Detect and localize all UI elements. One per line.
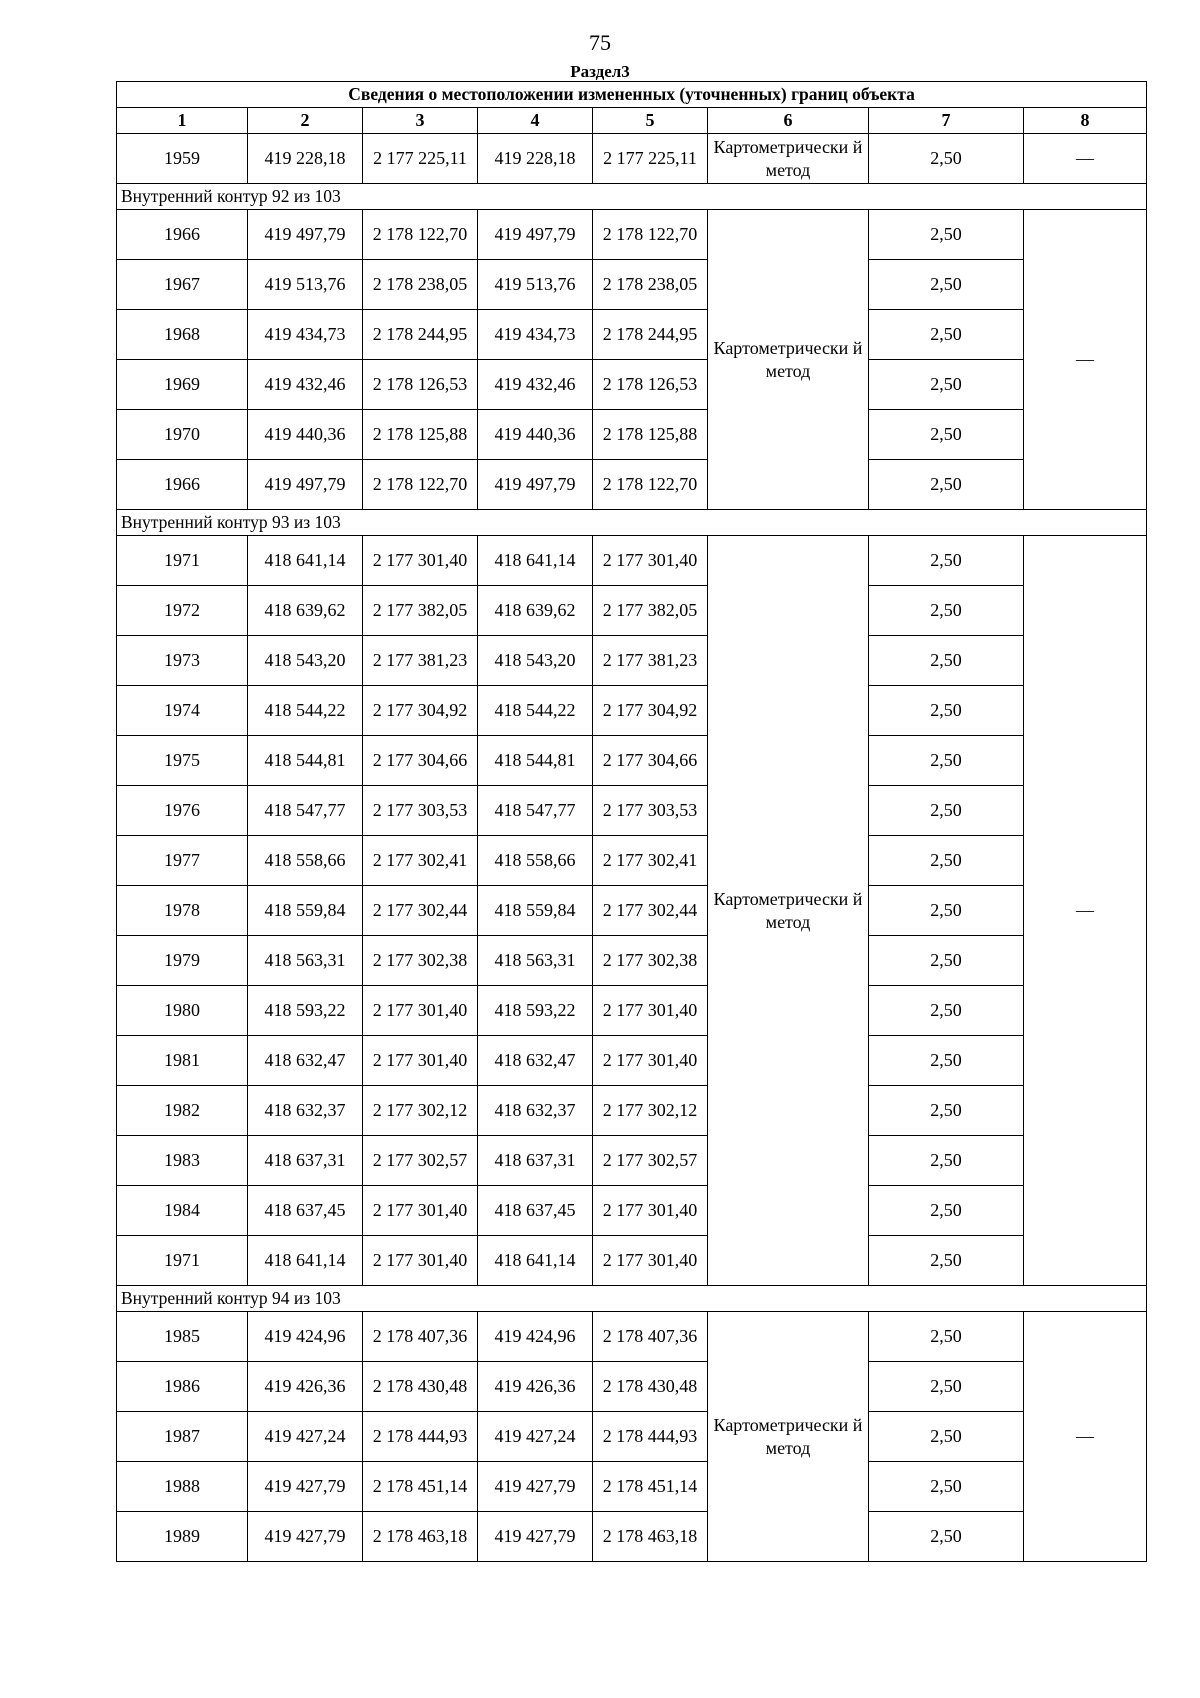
new-x: 419 426,36	[478, 1362, 593, 1412]
column-number: 7	[869, 108, 1024, 134]
table-row	[117, 736, 1147, 786]
point-number: 1974	[117, 686, 248, 736]
existing-x: 418 637,31	[248, 1136, 363, 1186]
accuracy-cell: 2,50	[869, 410, 1024, 460]
new-x: 418 558,66	[478, 836, 593, 886]
accuracy-cell: 2,50	[869, 1412, 1024, 1462]
new-x: 419 228,18	[478, 134, 593, 184]
table-row	[117, 360, 1147, 410]
column-number: 3	[363, 108, 478, 134]
table-row	[117, 260, 1147, 310]
new-y: 2 178 463,18	[593, 1512, 708, 1562]
table-row	[117, 786, 1147, 836]
existing-x: 418 544,81	[248, 736, 363, 786]
new-x: 418 632,47	[478, 1036, 593, 1086]
point-number: 1988	[117, 1462, 248, 1512]
existing-x: 419 497,79	[248, 460, 363, 510]
accuracy-cell: 2,50	[869, 1462, 1024, 1512]
existing-y: 2 178 122,70	[363, 210, 478, 260]
point-number: 1966	[117, 210, 248, 260]
method-cell: Картометрически й метод	[708, 210, 869, 510]
contour-label-row	[117, 510, 1147, 536]
existing-x: 418 632,37	[248, 1086, 363, 1136]
point-number: 1972	[117, 586, 248, 636]
new-x: 419 434,73	[478, 310, 593, 360]
new-x: 419 427,79	[478, 1462, 593, 1512]
existing-y: 2 178 430,48	[363, 1362, 478, 1412]
new-x: 418 543,20	[478, 636, 593, 686]
existing-x: 418 641,14	[248, 536, 363, 586]
accuracy-cell: 2,50	[869, 836, 1024, 886]
point-number: 1971	[117, 1236, 248, 1286]
accuracy-cell: 2,50	[869, 586, 1024, 636]
note-cell: —	[1024, 134, 1147, 184]
point-number: 1987	[117, 1412, 248, 1462]
existing-x: 418 639,62	[248, 586, 363, 636]
table-row	[117, 134, 1147, 184]
table-row	[117, 586, 1147, 636]
existing-y: 2 178 407,36	[363, 1312, 478, 1362]
existing-y: 2 177 302,44	[363, 886, 478, 936]
method-cell: Картометрически й метод	[708, 1312, 869, 1562]
new-x: 418 641,14	[478, 536, 593, 586]
existing-x: 418 558,66	[248, 836, 363, 886]
contour-label: Внутренний контур 94 из 103	[117, 1286, 1147, 1312]
new-x: 419 497,79	[478, 460, 593, 510]
column-number: 5	[593, 108, 708, 134]
accuracy-cell: 2,50	[869, 786, 1024, 836]
new-y: 2 178 444,93	[593, 1412, 708, 1462]
existing-y: 2 178 125,88	[363, 410, 478, 460]
existing-y: 2 178 238,05	[363, 260, 478, 310]
existing-x: 418 593,22	[248, 986, 363, 1036]
new-y: 2 178 407,36	[593, 1312, 708, 1362]
existing-x: 418 544,22	[248, 686, 363, 736]
contour-label: Внутренний контур 93 из 103	[117, 510, 1147, 536]
table-row	[117, 1362, 1147, 1412]
existing-y: 2 177 302,57	[363, 1136, 478, 1186]
table-row	[117, 536, 1147, 586]
table-row	[117, 210, 1147, 260]
table-row	[117, 1512, 1147, 1562]
new-y: 2 177 302,44	[593, 886, 708, 936]
new-x: 418 637,45	[478, 1186, 593, 1236]
new-x: 419 432,46	[478, 360, 593, 410]
existing-x: 418 543,20	[248, 636, 363, 686]
existing-y: 2 177 301,40	[363, 986, 478, 1036]
accuracy-cell: 2,50	[869, 260, 1024, 310]
table-row	[117, 836, 1147, 886]
accuracy-cell: 2,50	[869, 360, 1024, 410]
point-number: 1971	[117, 536, 248, 586]
method-cell: Картометрически й метод	[708, 134, 869, 184]
point-number: 1985	[117, 1312, 248, 1362]
note-cell: —	[1024, 1312, 1147, 1562]
new-y: 2 177 304,92	[593, 686, 708, 736]
accuracy-cell: 2,50	[869, 310, 1024, 360]
new-x: 419 424,96	[478, 1312, 593, 1362]
existing-y: 2 178 444,93	[363, 1412, 478, 1462]
existing-y: 2 177 301,40	[363, 536, 478, 586]
accuracy-cell: 2,50	[869, 1036, 1024, 1086]
point-number: 1976	[117, 786, 248, 836]
existing-y: 2 177 303,53	[363, 786, 478, 836]
new-y: 2 178 430,48	[593, 1362, 708, 1412]
new-x: 418 639,62	[478, 586, 593, 636]
new-x: 418 559,84	[478, 886, 593, 936]
existing-x: 419 427,79	[248, 1462, 363, 1512]
point-number: 1986	[117, 1362, 248, 1412]
new-y: 2 178 125,88	[593, 410, 708, 460]
point-number: 1978	[117, 886, 248, 936]
existing-x: 418 563,31	[248, 936, 363, 986]
new-y: 2 177 302,41	[593, 836, 708, 886]
table-row	[117, 936, 1147, 986]
new-x: 418 637,31	[478, 1136, 593, 1186]
existing-y: 2 178 451,14	[363, 1462, 478, 1512]
existing-y: 2 178 463,18	[363, 1512, 478, 1562]
existing-x: 419 427,79	[248, 1512, 363, 1562]
new-y: 2 177 302,12	[593, 1086, 708, 1136]
point-number: 1979	[117, 936, 248, 986]
table-row	[117, 686, 1147, 736]
existing-x: 418 641,14	[248, 1236, 363, 1286]
accuracy-cell: 2,50	[869, 1312, 1024, 1362]
point-number: 1973	[117, 636, 248, 686]
new-x: 418 544,81	[478, 736, 593, 786]
new-y: 2 178 244,95	[593, 310, 708, 360]
existing-y: 2 177 301,40	[363, 1186, 478, 1236]
contour-label-row	[117, 1286, 1147, 1312]
section-label: Раздел3	[570, 62, 630, 81]
point-number: 1966	[117, 460, 248, 510]
new-x: 419 497,79	[478, 210, 593, 260]
new-y: 2 177 225,11	[593, 134, 708, 184]
existing-y: 2 177 302,41	[363, 836, 478, 886]
table-row	[117, 460, 1147, 510]
new-y: 2 177 382,05	[593, 586, 708, 636]
method-cell: Картометрически й метод	[708, 536, 869, 1286]
table-row	[117, 1462, 1147, 1512]
existing-y: 2 178 122,70	[363, 460, 478, 510]
accuracy-cell: 2,50	[869, 1236, 1024, 1286]
point-number: 1969	[117, 360, 248, 410]
accuracy-cell: 2,50	[869, 636, 1024, 686]
point-number: 1959	[117, 134, 248, 184]
new-y: 2 177 301,40	[593, 536, 708, 586]
existing-y: 2 178 244,95	[363, 310, 478, 360]
table-row	[117, 636, 1147, 686]
new-y: 2 177 304,66	[593, 736, 708, 786]
accuracy-cell: 2,50	[869, 1512, 1024, 1562]
existing-x: 418 547,77	[248, 786, 363, 836]
new-x: 419 440,36	[478, 410, 593, 460]
new-x: 419 427,79	[478, 1512, 593, 1562]
point-number: 1967	[117, 260, 248, 310]
new-y: 2 178 126,53	[593, 360, 708, 410]
note-cell: —	[1024, 210, 1147, 510]
existing-x: 419 434,73	[248, 310, 363, 360]
page-number: 75	[589, 30, 611, 55]
existing-y: 2 177 304,92	[363, 686, 478, 736]
accuracy-cell: 2,50	[869, 460, 1024, 510]
table-row	[117, 1236, 1147, 1286]
new-x: 418 641,14	[478, 1236, 593, 1286]
table-title: Сведения о местоположении измененных (уточненных) границ объекта	[117, 82, 1147, 108]
point-number: 1968	[117, 310, 248, 360]
table-row	[117, 1036, 1147, 1086]
point-number: 1984	[117, 1186, 248, 1236]
new-y: 2 177 302,57	[593, 1136, 708, 1186]
point-number: 1981	[117, 1036, 248, 1086]
accuracy-cell: 2,50	[869, 1086, 1024, 1136]
existing-y: 2 177 304,66	[363, 736, 478, 786]
new-y: 2 177 301,40	[593, 1236, 708, 1286]
accuracy-cell: 2,50	[869, 886, 1024, 936]
point-number: 1983	[117, 1136, 248, 1186]
accuracy-cell: 2,50	[869, 986, 1024, 1036]
new-y: 2 177 381,23	[593, 636, 708, 686]
accuracy-cell: 2,50	[869, 210, 1024, 260]
column-number: 2	[248, 108, 363, 134]
accuracy-cell: 2,50	[869, 936, 1024, 986]
existing-y: 2 177 302,38	[363, 936, 478, 986]
point-number: 1975	[117, 736, 248, 786]
point-number: 1970	[117, 410, 248, 460]
existing-x: 419 427,24	[248, 1412, 363, 1462]
existing-x: 419 228,18	[248, 134, 363, 184]
accuracy-cell: 2,50	[869, 736, 1024, 786]
existing-x: 419 497,79	[248, 210, 363, 260]
existing-x: 419 424,96	[248, 1312, 363, 1362]
column-number: 1	[117, 108, 248, 134]
new-y: 2 177 301,40	[593, 1186, 708, 1236]
existing-y: 2 177 382,05	[363, 586, 478, 636]
existing-x: 418 559,84	[248, 886, 363, 936]
table-row	[117, 986, 1147, 1036]
accuracy-cell: 2,50	[869, 134, 1024, 184]
existing-x: 419 426,36	[248, 1362, 363, 1412]
existing-x: 418 637,45	[248, 1186, 363, 1236]
new-x: 418 563,31	[478, 936, 593, 986]
existing-y: 2 177 302,12	[363, 1086, 478, 1136]
new-y: 2 177 302,38	[593, 936, 708, 986]
column-number: 4	[478, 108, 593, 134]
column-number: 8	[1024, 108, 1147, 134]
new-y: 2 178 451,14	[593, 1462, 708, 1512]
table-row	[117, 410, 1147, 460]
accuracy-cell: 2,50	[869, 1136, 1024, 1186]
table-row	[117, 310, 1147, 360]
existing-x: 418 632,47	[248, 1036, 363, 1086]
existing-x: 419 513,76	[248, 260, 363, 310]
accuracy-cell: 2,50	[869, 686, 1024, 736]
accuracy-cell: 2,50	[869, 1362, 1024, 1412]
new-x: 418 544,22	[478, 686, 593, 736]
column-numbers-row	[117, 108, 1147, 134]
contour-label: Внутренний контур 92 из 103	[117, 184, 1147, 210]
table-row	[117, 1136, 1147, 1186]
existing-y: 2 178 126,53	[363, 360, 478, 410]
table-row	[117, 1412, 1147, 1462]
existing-x: 419 440,36	[248, 410, 363, 460]
existing-y: 2 177 381,23	[363, 636, 478, 686]
existing-y: 2 177 225,11	[363, 134, 478, 184]
point-number: 1977	[117, 836, 248, 886]
new-y: 2 177 301,40	[593, 986, 708, 1036]
new-y: 2 178 122,70	[593, 460, 708, 510]
table-row	[117, 1086, 1147, 1136]
new-y: 2 177 301,40	[593, 1036, 708, 1086]
existing-y: 2 177 301,40	[363, 1236, 478, 1286]
accuracy-cell: 2,50	[869, 1186, 1024, 1236]
new-y: 2 178 238,05	[593, 260, 708, 310]
contour-label-row	[117, 184, 1147, 210]
point-number: 1982	[117, 1086, 248, 1136]
boundary-table	[116, 81, 1147, 1562]
point-number: 1980	[117, 986, 248, 1036]
accuracy-cell: 2,50	[869, 536, 1024, 586]
new-x: 418 632,37	[478, 1086, 593, 1136]
new-x: 419 513,76	[478, 260, 593, 310]
existing-y: 2 177 301,40	[363, 1036, 478, 1086]
table-row	[117, 1312, 1147, 1362]
new-y: 2 177 303,53	[593, 786, 708, 836]
note-cell: —	[1024, 536, 1147, 1286]
column-number: 6	[708, 108, 869, 134]
new-x: 418 593,22	[478, 986, 593, 1036]
new-x: 419 427,24	[478, 1412, 593, 1462]
new-x: 418 547,77	[478, 786, 593, 836]
existing-x: 419 432,46	[248, 360, 363, 410]
new-y: 2 178 122,70	[593, 210, 708, 260]
point-number: 1989	[117, 1512, 248, 1562]
table-row	[117, 1186, 1147, 1236]
table-row	[117, 886, 1147, 936]
